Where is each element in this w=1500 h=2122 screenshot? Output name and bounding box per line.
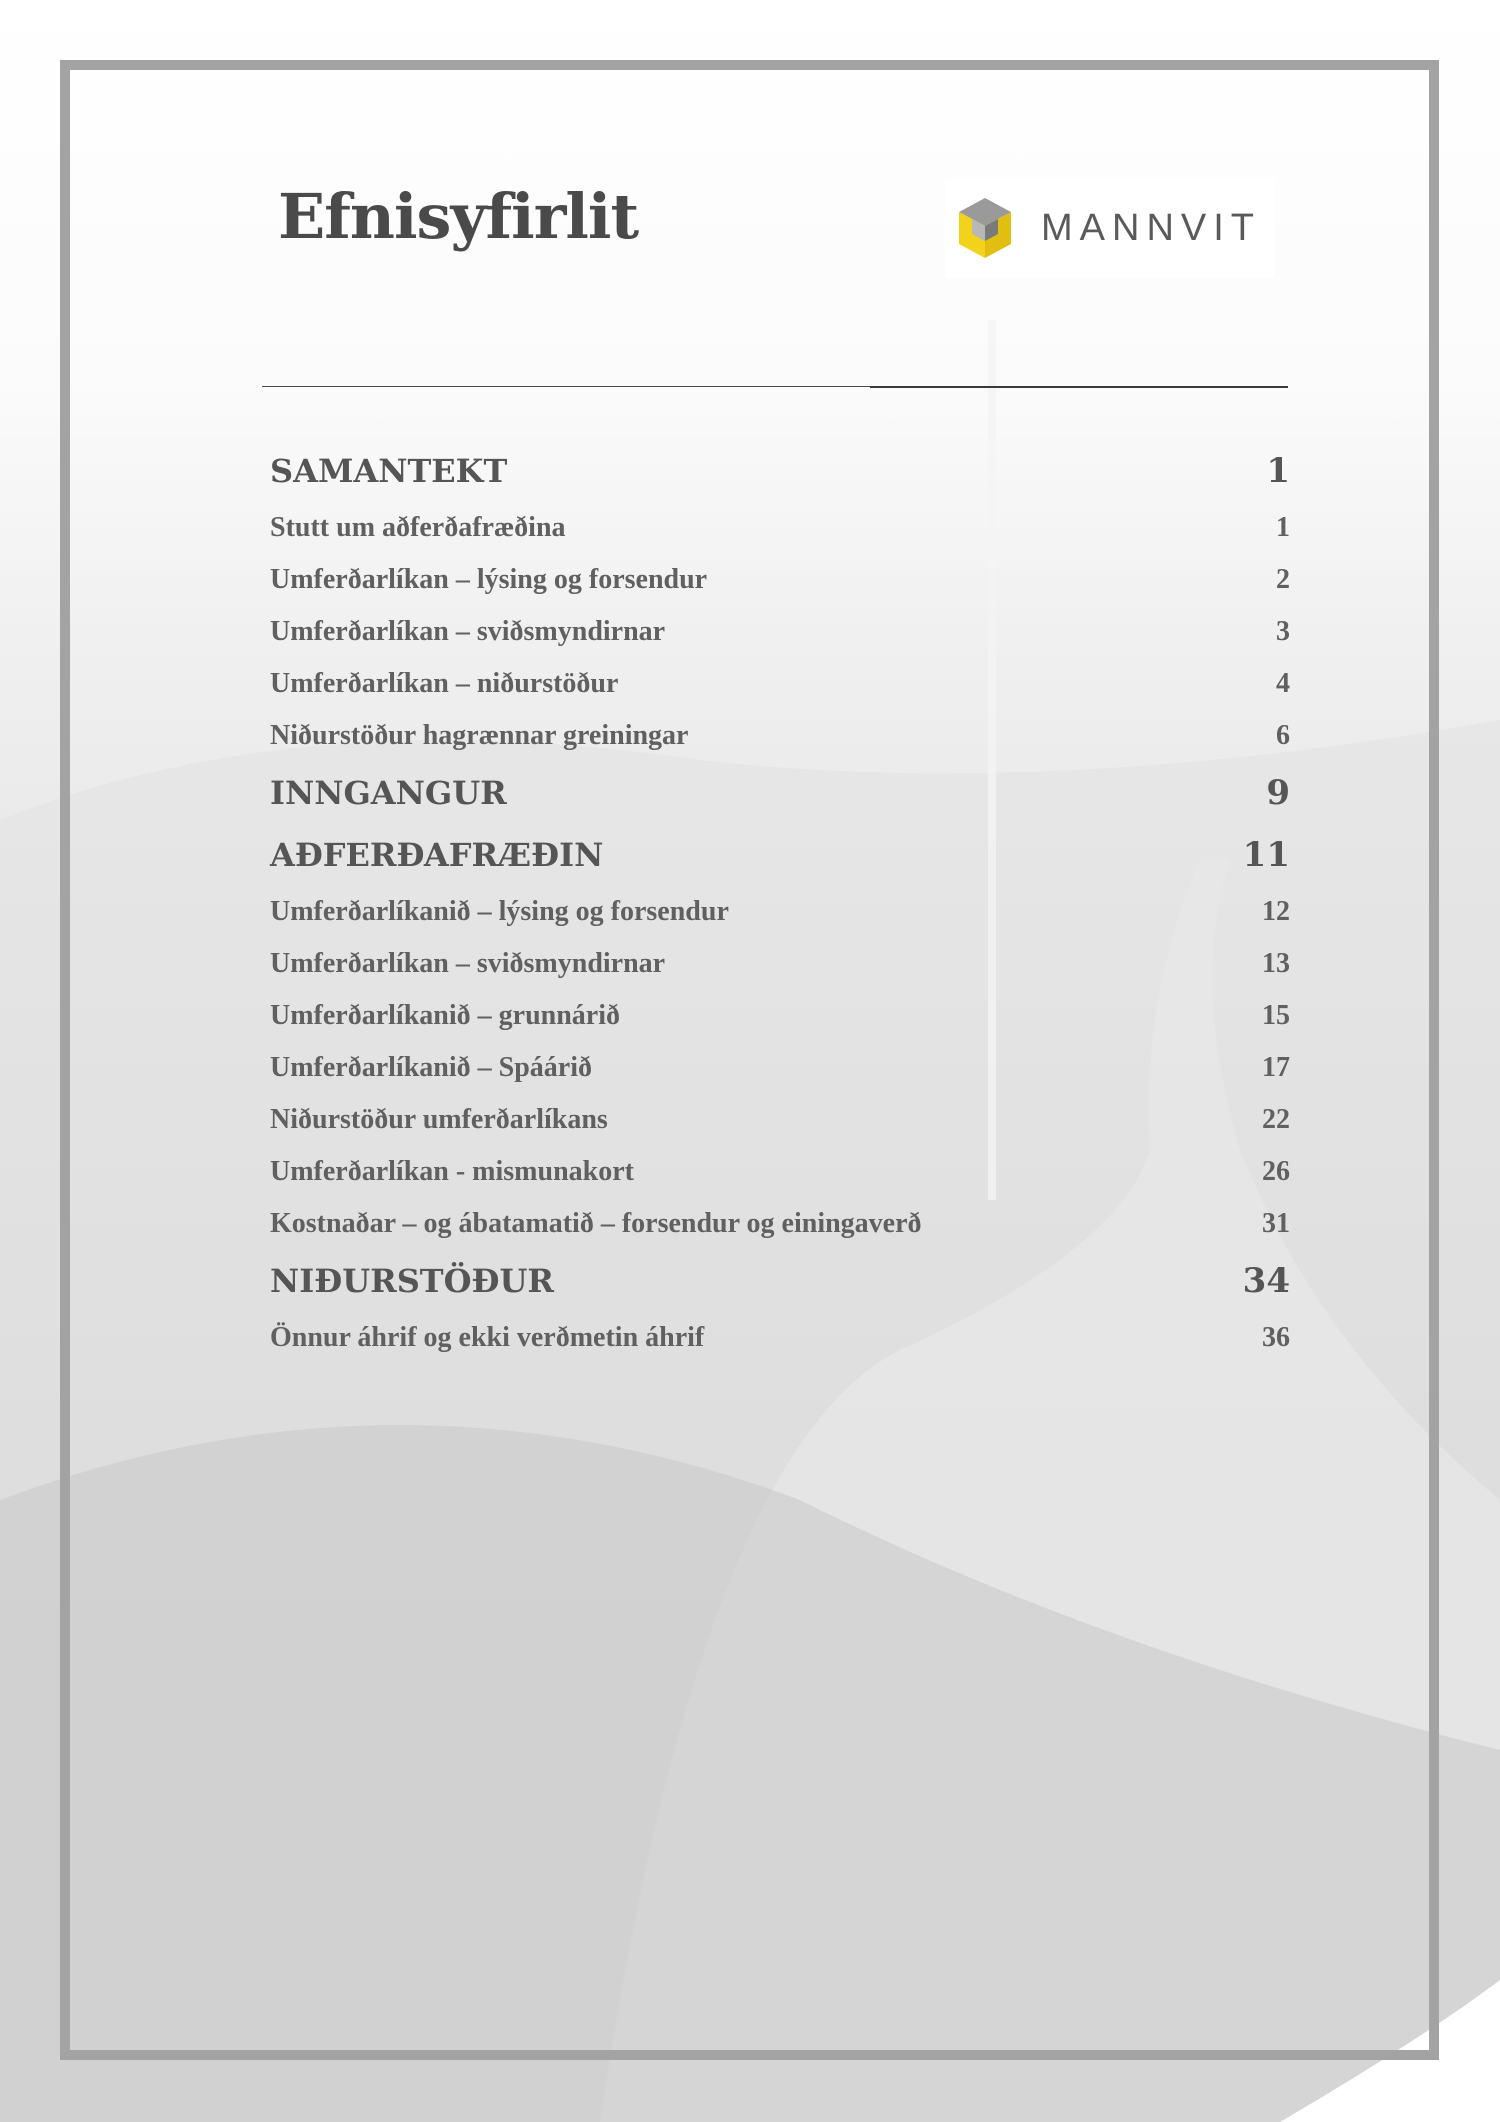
toc-entry-page: 1 <box>1266 451 1290 491</box>
toc-entry-label: Umferðarlíkanið – Spáárið <box>270 1052 592 1083</box>
mannvit-cube-icon <box>953 196 1017 260</box>
toc-entry[interactable] <box>270 1146 1290 1198</box>
toc-entry-label: Umferðarlíkan – niðurstöður <box>270 668 619 699</box>
toc-entry[interactable] <box>270 502 1290 554</box>
toc-entry-label: INNGANGUR <box>270 774 507 812</box>
toc-entry[interactable] <box>270 886 1290 938</box>
toc-entry-page: 12 <box>1262 896 1290 927</box>
toc-entry-label: Umferðarlíkanið – lýsing og forsendur <box>270 896 729 927</box>
toc-entry-label: Kostnaðar – og ábatamatið – forsendur og einingaverð <box>270 1208 922 1239</box>
toc-entry-label: Niðurstöður umferðarlíkans <box>270 1104 608 1135</box>
toc-heading[interactable] <box>270 440 1290 502</box>
toc-entry[interactable] <box>270 938 1290 990</box>
toc-entry-page: 2 <box>1276 564 1290 595</box>
toc-entry-label: Umferðarlíkan – sviðsmyndirnar <box>270 616 666 647</box>
toc-entry-label: Umferðarlíkan – lýsing og forsendur <box>270 564 708 595</box>
toc-heading[interactable] <box>270 1250 1290 1312</box>
toc-entry-page: 17 <box>1262 1052 1290 1083</box>
toc-entry-label: Niðurstöður hagrænnar greiningar <box>270 720 689 751</box>
toc-entry-page: 31 <box>1262 1208 1290 1239</box>
toc-heading[interactable] <box>270 762 1290 824</box>
toc-entry-page: 13 <box>1262 948 1290 979</box>
toc-entry-page: 22 <box>1262 1104 1290 1135</box>
toc-entry-page: 15 <box>1262 1000 1290 1031</box>
table-of-contents <box>270 440 1290 1364</box>
toc-entry[interactable] <box>270 990 1290 1042</box>
mannvit-logo <box>945 178 1275 278</box>
toc-entry-page: 11 <box>1242 835 1290 875</box>
logo-text: MANNVIT <box>1041 206 1261 249</box>
toc-entry-page: 26 <box>1262 1156 1290 1187</box>
toc-entry-label: Stutt um aðferðafræðina <box>270 512 566 543</box>
toc-entry-label: Önnur áhrif og ekki verðmetin áhrif <box>270 1322 705 1353</box>
toc-entry[interactable] <box>270 1198 1290 1250</box>
toc-entry-page: 3 <box>1276 616 1290 647</box>
toc-entry-label: AÐFERÐAFRÆÐIN <box>270 836 604 874</box>
toc-entry-page: 9 <box>1266 773 1290 813</box>
toc-entry[interactable] <box>270 554 1290 606</box>
toc-entry-page: 4 <box>1276 668 1290 699</box>
page-title: Efnisyfirlit <box>278 180 639 253</box>
toc-entry-page: 36 <box>1262 1322 1290 1353</box>
title-divider-accent <box>870 386 1288 388</box>
toc-entry[interactable] <box>270 606 1290 658</box>
toc-entry-label: SAMANTEKT <box>270 452 508 490</box>
toc-heading[interactable] <box>270 824 1290 886</box>
toc-entry-label: Umferðarlíkan - mismunakort <box>270 1156 634 1187</box>
toc-entry-page: 6 <box>1276 720 1290 751</box>
toc-entry[interactable] <box>270 710 1290 762</box>
toc-entry-page: 34 <box>1242 1261 1290 1301</box>
toc-entry[interactable] <box>270 1312 1290 1364</box>
toc-entry[interactable] <box>270 658 1290 710</box>
toc-entry-label: NIÐURSTÖÐUR <box>270 1262 554 1300</box>
toc-entry-label: Umferðarlíkanið – grunnárið <box>270 1000 620 1031</box>
toc-entry[interactable] <box>270 1094 1290 1146</box>
toc-entry-label: Umferðarlíkan – sviðsmyndirnar <box>270 948 666 979</box>
toc-entry[interactable] <box>270 1042 1290 1094</box>
toc-entry-page: 1 <box>1276 512 1290 543</box>
